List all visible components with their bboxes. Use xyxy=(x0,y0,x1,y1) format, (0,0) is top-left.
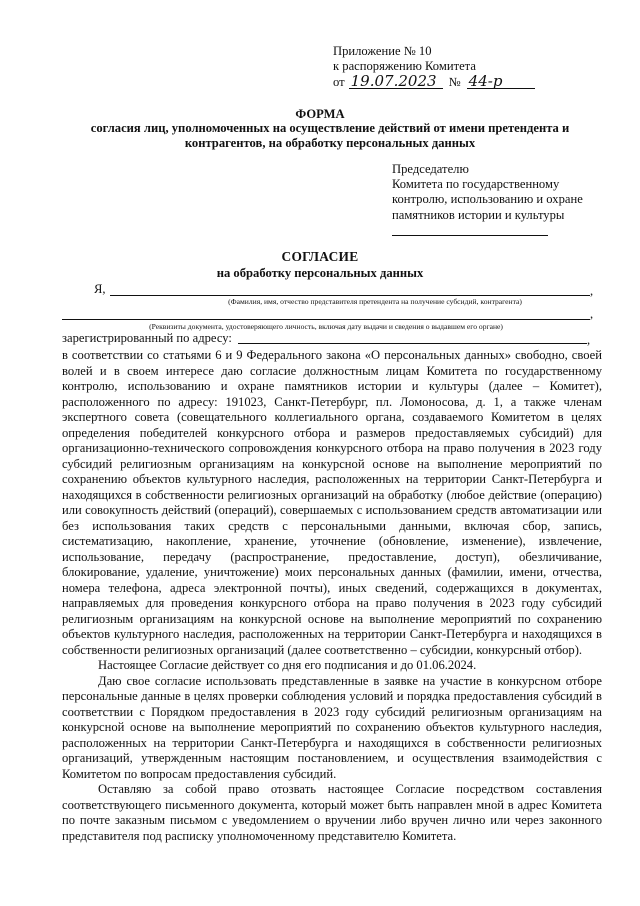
addressee-line-3: контролю, использованию и охране xyxy=(392,192,583,207)
annex-from-label: от xyxy=(333,75,345,89)
body-paragraph-3: Даю свое согласие использовать представленные в заявке на участие в конкурсном отборе персональные данные в целях проверки соблюдения условий и порядка предоставления субсидий в соответствии с Порядком предоставления в 2023 году субсидий религиозным организациям на конкурсной основе на выполнение мероприятий по сохранению объектов культурного наследия, расположенных на территории Санкт-Петербурга и находящихся в собственности религиозных организаций, утвержденным настоящим постановлением, и осуществления взаимодействия с Комитетом по вопросам предоставления субсидий. xyxy=(62,673,602,781)
identity-document-comma: , xyxy=(590,307,594,321)
annex-order-line: к распоряжению Комитета xyxy=(333,59,476,73)
identity-document-field[interactable] xyxy=(62,319,590,320)
identity-document-caption: (Реквизиты документа, удостоверяющего личность, включая дату выдачи и сведения о выдавшем его органе) xyxy=(149,322,503,331)
form-subtitle: согласия лиц, уполномоченных на осуществление действий от имени претендента и контрагентов, на обработку персональных данных xyxy=(90,121,570,150)
full-name-caption: (Фамилия, имя, отчество представителя претендента на получение субсидий, контрагента) xyxy=(228,297,522,306)
consent-title: СОГЛАСИЕ xyxy=(281,249,359,264)
body-paragraph-1: в соответствии со статьями 6 и 9 Федерального закона «О персональных данных» свободно, своей волей и в своем интересе даю согласие должностным лицам Комитета по государственному контролю, использованию и охране памятников истории и культуры (далее – Комитет), расположенного по адресу: 191023, Санкт-Петербург, пл. Ломоносова, д. 1, а также членам экспертного совета (совещательного коллегиального органа, создаваемого Комитетом в целях определения победителей конкурсного отбора и размеров предоставляемых субсидий) для организационно-технического сопровождения конкурсного отбора на право получения в 2023 году субсидий религиозным организациям на конкурсной основе на выполнение мероприятий по сохранению объектов культурного наследия, расположенных на территории Санкт-Петербурга и находящихся в собственности религиозных организаций на обработку (любое действие (операцию) или совокупность действий (операций), совершаемых с использованием средств автоматизации или без использования таких средств с персональными данными, включая сбор, запись, систематизацию, накопление, хранение, уточнение (обновление, изменение), извлечение, использование, передачу (распространение, предоставление, доступ), обезличивание, блокирование, удаление, уничтожение) моих персональных данных (фамилии, имени, отчества, номера телефона, адреса электронной почты), иных сведений, содержащихся в документах, направляемых для проведения конкурсного отбора на право получения в 2023 году субсидий религиозным организациям на конкурсной основе на выполнение мероприятий по сохранению объектов культурного наследия, расположенных на территории Санкт-Петербурга и находящихся в собственности религиозных организаций (далее соответственно – субсидии, конкурсный отбор). xyxy=(62,348,602,657)
addressee-block xyxy=(392,162,583,236)
annex-number-handwritten: 44-р xyxy=(467,74,535,89)
annex-date-handwritten: 19.07.2023 xyxy=(349,74,443,89)
full-name-comma: , xyxy=(590,284,594,298)
body-paragraph-2: Настоящее Согласие действует со дня его подписания и до 01.06.2024. xyxy=(98,658,477,672)
addressee-line-2: Комитета по государственному xyxy=(392,177,560,192)
annex-block xyxy=(333,44,535,90)
registered-address-field[interactable] xyxy=(238,343,587,344)
addressee-line-4: памятников истории и культуры xyxy=(392,207,565,222)
registered-address-label: зарегистрированный по адресу: xyxy=(62,331,232,345)
full-name-field[interactable] xyxy=(110,295,590,296)
annex-number-label: № xyxy=(448,75,461,89)
consent-body xyxy=(62,348,602,844)
ya-label: Я, xyxy=(94,282,106,296)
annex-date-row xyxy=(333,74,535,90)
body-paragraph-4: Оставляю за собой право отозвать настоящее Согласие посредством составления соответствующего письменного документа, который может быть направлен мной в адрес Комитета по почте заказным письмом с уведомлением о вручении либо вручен лично или через законного представителя под расписку уполномоченному представителю Комитета. xyxy=(62,782,602,843)
annex-title: Приложение № 10 xyxy=(333,44,432,58)
form-title: ФОРМА xyxy=(295,107,345,121)
consent-subtitle: на обработку персональных данных xyxy=(216,266,424,280)
registered-address-comma: , xyxy=(587,333,591,347)
addressee-line-1: Председателю xyxy=(392,162,469,176)
addressee-signature-line[interactable] xyxy=(392,223,548,236)
